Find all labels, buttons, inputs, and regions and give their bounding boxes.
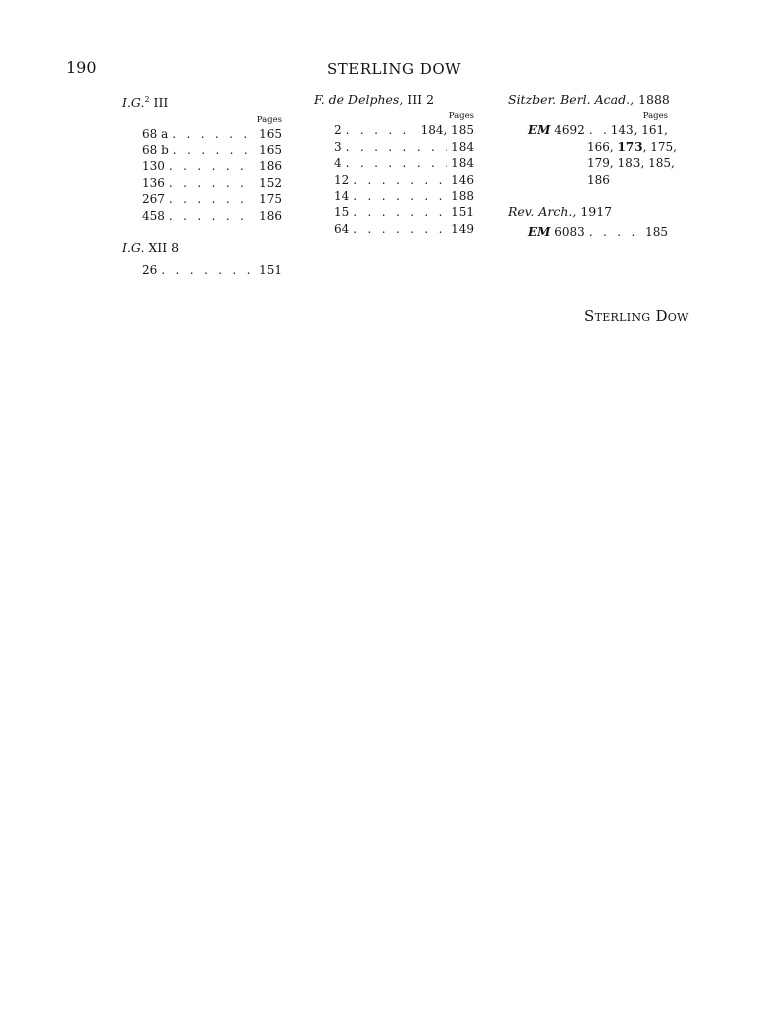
pages-label: Pages	[448, 111, 474, 122]
index-row: EM 6083 . . . 185	[508, 224, 668, 240]
index-row: 458 . . . 186	[122, 208, 282, 224]
index-row: 15 . . . 151	[314, 204, 474, 220]
page-number: 190	[66, 58, 97, 77]
index-row: EM 4692 . . . 143, 161,	[508, 122, 668, 138]
index-column-2	[314, 92, 474, 237]
index-row: 68 b . . . 165	[122, 142, 282, 158]
index-row-continuation: 166, 173, 175,	[587, 139, 677, 154]
running-head: STERLING DOW	[327, 60, 462, 78]
section-heading: I.G. XII 8	[122, 240, 180, 255]
section-heading: F. de Delphes, III 2	[314, 92, 435, 107]
author-signature: Sterling Dow	[584, 307, 689, 325]
index-row: 64 . . . 149	[314, 221, 474, 237]
pages-label: Pages	[256, 114, 282, 125]
section-heading: Sitzber. Berl. Acad., 1888	[508, 92, 670, 107]
index-row-continuation: 179, 183, 185,	[587, 156, 675, 171]
index-row: 130 . . . 186	[122, 158, 282, 174]
index-row-continuation: 186	[587, 172, 610, 187]
section-heading: I.G.$^2$ III	[122, 95, 169, 111]
index-column-1	[122, 92, 282, 279]
index-column-3	[508, 92, 677, 241]
index-row: 14 . . . 188	[314, 188, 474, 204]
index-row: 26 . . . 151	[122, 262, 282, 278]
pages-label: Pages	[642, 111, 668, 122]
index-row: 4 . . . 184	[314, 155, 474, 171]
index-row: 267 . . . 175	[122, 191, 282, 207]
index-row: 136 . . . 152	[122, 175, 282, 191]
section-heading: Rev. Arch., 1917	[508, 204, 613, 220]
index-row: 2 . . . 184, 185	[314, 122, 474, 138]
index-row: 68 a . . . 165	[122, 126, 282, 142]
index-row: 12 . . . 146	[314, 172, 474, 188]
index-row: 3 . . . 184	[314, 139, 474, 155]
